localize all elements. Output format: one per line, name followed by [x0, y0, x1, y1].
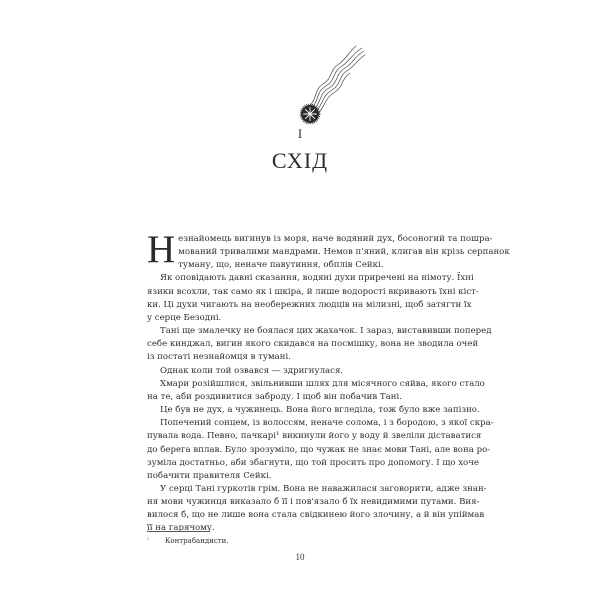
footnote-mark: ¹ — [147, 537, 150, 543]
text-line: із постаті незнайомця в тумані. — [147, 352, 292, 363]
text-line: ня мови чужинця виказало б її і пов'язало б їх невидимими путами. Вия- — [147, 497, 480, 508]
text-line: Хмари розійшлися, звільнивши шлях для місячного сяйва, якого стало — [160, 378, 485, 389]
chapter-title: СХІД — [271, 148, 329, 173]
paragraph — [147, 272, 479, 325]
footnote-text: Контрабандисти. — [165, 537, 229, 545]
text-line: езнайомець вигинув із моря, наче водяний дух, босоногий та пошра- — [178, 234, 493, 244]
text-line: Це був не дух, а чужинець. Вона його вгледіла, тож було вже запізно. — [160, 405, 480, 416]
chapter-body — [147, 228, 510, 536]
text-line: У серці Тані гуркотів грім. Вона не наважилася заговорити, адже знан- — [160, 483, 487, 494]
paragraph — [147, 365, 466, 378]
text-line: Однак коли той озвався — здригнулася. — [160, 365, 344, 376]
text-line: побачити правителя Сейкі. — [147, 470, 272, 481]
text-line: ки. Ці духи чигають на необережних людців на мілизні, щоб затягти їх — [147, 299, 472, 310]
text-line: у серце Безодні. — [147, 312, 222, 323]
text-line: пувала вода. Певно, пачкарі¹ викинули його у воду й звеліли діставатися — [147, 431, 482, 442]
paragraph — [147, 228, 510, 272]
text-line: мований тривалими мандрами. Немов п'яний, клигав він крізь серпанок — [178, 247, 510, 258]
text-line: себе кинджал, вигин якого скидався на посмішку, вона не зводила очей — [147, 339, 479, 350]
text-line: її на гарячому. — [147, 523, 215, 534]
paragraph — [147, 483, 487, 536]
paragraph — [147, 404, 480, 417]
footnote — [147, 537, 229, 545]
text-line: язики всохли, так само як і шкіра, й лише водорості вкривають їхні кіст- — [147, 286, 479, 297]
paragraph — [147, 378, 485, 404]
text-line: зуміла достатньо, аби збагнути, що той просить про допомогу. І що хоче — [147, 457, 480, 468]
text-line: Попечений сонцем, із волоссям, неначе солома, і з бородою, з якої скра- — [160, 418, 494, 429]
footnote-divider — [147, 531, 210, 532]
paragraph — [147, 325, 492, 364]
comet-icon — [290, 40, 370, 125]
text-line: до берега вплав. Було зрозуміло, що чужак не знає мови Тані, але вона ро- — [147, 444, 491, 455]
text-line: туману, що, неначе павутиння, обплів Сейкі. — [178, 260, 384, 271]
text-line: Тані ще змалечку не боялася цих жахачок. І зараз, виставивши поперед — [160, 326, 492, 337]
paragraph — [147, 417, 494, 483]
text-line: Як оповідають давні сказання, водяні духи приречені на німоту. Їхні — [160, 273, 474, 284]
text-line: вилося б, що не лише вона стала свідкинею його злочину, а й він упіймав — [147, 510, 485, 521]
page-number: 10 — [295, 552, 305, 562]
text-line: на те, аби роздивитися заброду. І щоб він побачив Тані. — [147, 391, 402, 402]
drop-cap: Н — [147, 228, 176, 271]
chapter-number: I — [297, 126, 303, 141]
